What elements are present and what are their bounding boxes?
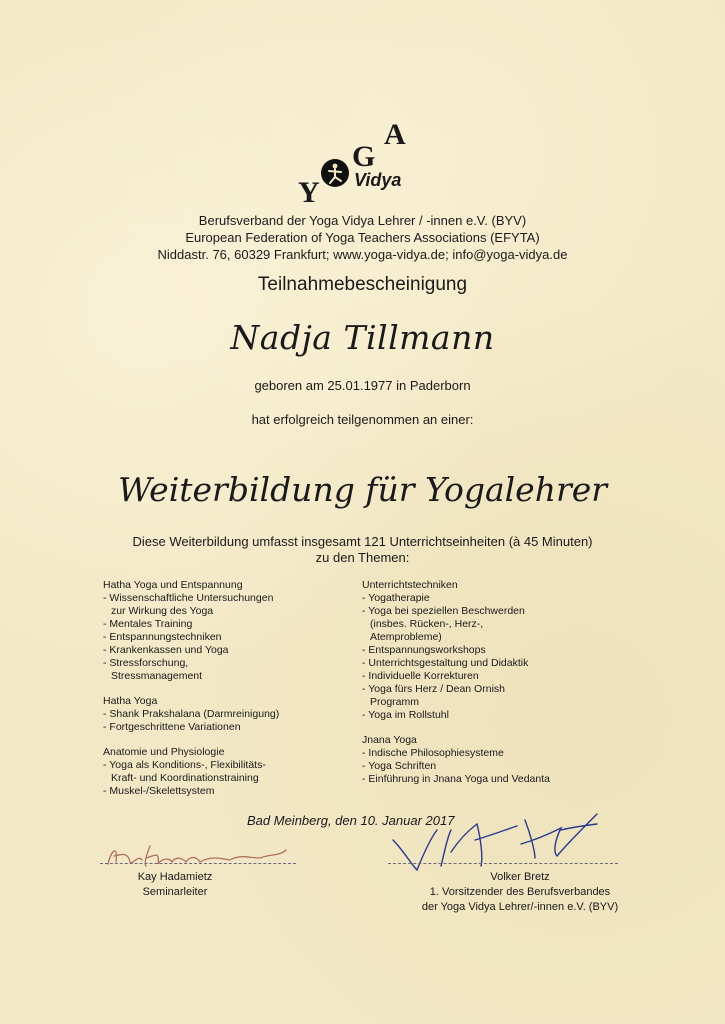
association-address: Niddastr. 76, 60329 Frankfurt; www.yoga-vidya.de; info@yoga-vidya.de	[157, 247, 568, 262]
topic-item: - Krankenkassen und Yoga	[103, 644, 229, 656]
logo-letter-g: G	[352, 140, 376, 173]
topic-item: Atemprobleme)	[370, 631, 442, 643]
topic-item: - Yoga Schriften	[362, 760, 437, 772]
topic-group	[103, 746, 343, 798]
topic-item: - Einführung in Jnana Yoga und Vedanta	[362, 773, 550, 785]
topic-heading: Jnana Yoga	[362, 734, 417, 746]
left-signatory-role: Seminarleiter	[142, 886, 208, 898]
logo-letter-a: A	[384, 118, 406, 151]
left-signature-line	[100, 863, 296, 864]
certificate-title: Teilnahmebescheinigung	[257, 274, 468, 295]
participation-line: hat erfolgreich teilgenommen an einer:	[251, 412, 474, 427]
topic-item: - Yoga im Rollstuhl	[362, 709, 449, 721]
right-signatory	[395, 870, 645, 915]
scope-line-1: Diese Weiterbildung umfasst insgesamt 121 Unterrichtseinheiten (à 45 Minuten)	[132, 534, 593, 549]
scope-line-2: zu den Themen:	[315, 550, 410, 565]
topic-group	[103, 579, 343, 683]
topic-item: - Entspannungstechniken	[103, 631, 222, 643]
yoga-vidya-logo	[290, 118, 430, 218]
topic-group	[362, 579, 612, 722]
topic-item: zur Wirkung des Yoga	[111, 605, 214, 617]
topic-item: - Mentales Training	[103, 618, 193, 630]
topic-heading: Unterrichtstechniken	[362, 579, 458, 591]
topic-heading: Anatomie und Physiologie	[103, 746, 225, 758]
topic-item: Kraft- und Koordinationstraining	[111, 772, 259, 784]
right-signature-line	[388, 863, 618, 864]
association-line-2: European Federation of Yoga Teachers Associations (EFYTA)	[185, 230, 540, 245]
topic-item: - Yoga bei speziellen Beschwerden	[362, 605, 525, 617]
topics-right-column	[362, 579, 612, 798]
logo-dancer-emblem	[320, 158, 350, 188]
topic-item: - Yogatherapie	[362, 592, 430, 604]
topic-heading: Hatha Yoga	[103, 695, 158, 707]
participant-name: Nadja Tillmann	[230, 318, 495, 357]
left-signatory-name: Kay Hadamietz	[137, 871, 213, 883]
topic-item: - Wissenschaftliche Untersuchungen	[103, 592, 274, 604]
topic-item: - Entspannungsworkshops	[362, 644, 486, 656]
logo-letter-y: Y	[298, 176, 320, 209]
topic-group	[362, 734, 612, 786]
logo-wordmark: Vidya	[354, 170, 402, 190]
topics-left-column	[103, 579, 343, 810]
topic-item: (insbes. Rücken-, Herz-,	[370, 618, 484, 630]
right-signature	[385, 800, 615, 880]
association-line-1: Berufsverband der Yoga Vidya Lehrer / -innen e.V. (BYV)	[198, 213, 527, 228]
topic-item: - Yoga fürs Herz / Dean Ornish	[362, 683, 505, 695]
topic-item: Stressmanagement	[111, 670, 203, 682]
topic-item: - Indische Philosophiesysteme	[362, 747, 504, 759]
topic-item: - Shank Prakshalana (Darmreinigung)	[103, 708, 280, 720]
topic-item: - Yoga als Konditions-, Flexibilitäts-	[103, 759, 266, 771]
topic-item: - Fortgeschrittene Variationen	[103, 721, 241, 733]
right-signatory-role-line-1: 1. Vorsitzender des Berufsverbandes	[429, 886, 611, 898]
topic-group	[103, 695, 343, 734]
left-signatory	[100, 870, 250, 900]
topic-item: - Individuelle Korrekturen	[362, 670, 479, 682]
right-signatory-role-line-2: der Yoga Vidya Lehrer/-innen e.V. (BYV)	[421, 901, 619, 913]
place-date: Bad Meinberg, den 10. Januar 2017	[247, 813, 455, 828]
topic-item: - Unterrichtsgestaltung und Didaktik	[362, 657, 529, 669]
topic-item: Programm	[370, 696, 420, 708]
birth-line: geboren am 25.01.1977 in Paderborn	[254, 378, 471, 393]
topic-item: - Muskel-/Skelettsystem	[103, 785, 215, 797]
topic-item: - Stressforschung,	[103, 657, 189, 669]
course-title: Weiterbildung für Yogalehrer	[117, 470, 608, 509]
topic-heading: Hatha Yoga und Entspannung	[103, 579, 243, 591]
right-signatory-name: Volker Bretz	[490, 871, 550, 883]
